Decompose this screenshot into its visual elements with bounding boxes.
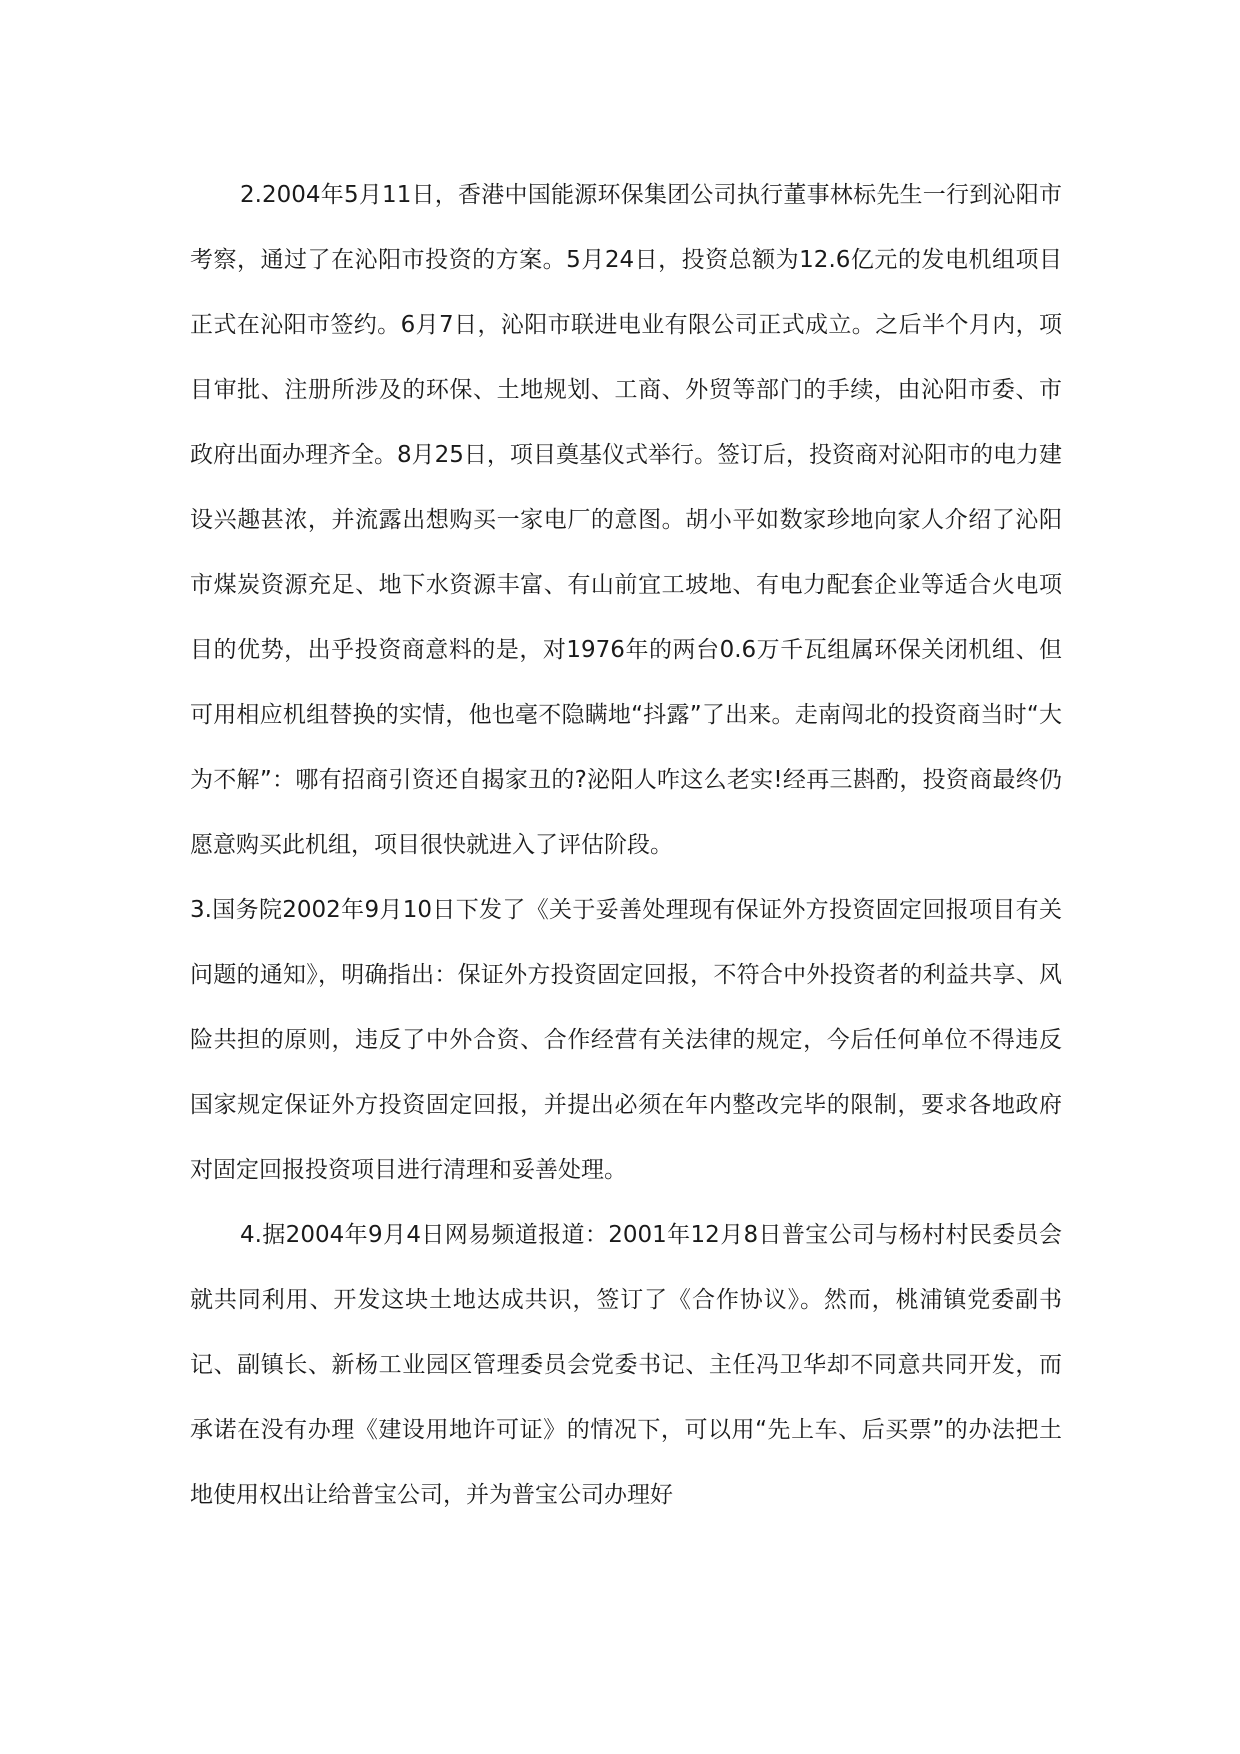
document-body xyxy=(190,163,1062,1528)
paragraph-4: 4.据2004年9月4日网易频道报道：2001年12月8日普宝公司与杨村村民委员会就共同利用、开发这块土地达成共识，签订了《合作协议》。然而，桃浦镇党委副书记、副镇长、新杨工业园区管理委员会党委书记、主任冯卫华却不同意共同开发，而承诺在没有办理《建设用地许可证》的情况下，可以用“先上车、后买票”的办法把土地使用权出让给普宝公司，并为普宝公司办理好 xyxy=(190,1222,1062,1508)
paragraph-2: 2.2004年5月11日，香港中国能源环保集团公司执行董事林标先生一行到沁阳市考察，通过了在沁阳市投资的方案。5月24日，投资总额为12.6亿元的发电机组项目正式在沁阳市签约。6月7日，沁阳市联进电业有限公司正式成立。之后半个月内，项目审批、注册所涉及的环保、土地规划、工商、外贸等部门的手续，由沁阳市委、市政府出面办理齐全。8月25日，项目奠基仪式举行。签订后，投资商对沁阳市的电力建设兴趣甚浓，并流露出想购买一家电厂的意图。胡小平如数家珍地向家人介绍了沁阳市煤炭资源充足、地下水资源丰富、有山前宜工坡地、有电力配套企业等适合火电项目的优势，出乎投资商意料的是，对1976年的两台0.6万千瓦组属环保关闭机组、但可用相应机组替换的实情，他也毫不隐瞒地“抖露”了出来。走南闯北的投资商当时“大为不解”：哪有招商引资还自揭家丑的?泌阳人咋这么老实!经再三斟酌，投资商最终仍愿意购买此机组，项目很快就进入了评估阶段。 xyxy=(190,182,1062,858)
paragraph-3: 3.国务院2002年9月10日下发了《关于妥善处理现有保证外方投资固定回报项目有关问题的通知》，明确指出：保证外方投资固定回报，不符合中外投资者的利益共享、风险共担的原则，违反了中外合资、合作经营有关法律的规定，今后任何单位不得违反国家规定保证外方投资固定回报，并提出必须在年内整改完毕的限制，要求各地政府对固定回报投资项目进行清理和妥善处理。 xyxy=(190,897,1062,1183)
